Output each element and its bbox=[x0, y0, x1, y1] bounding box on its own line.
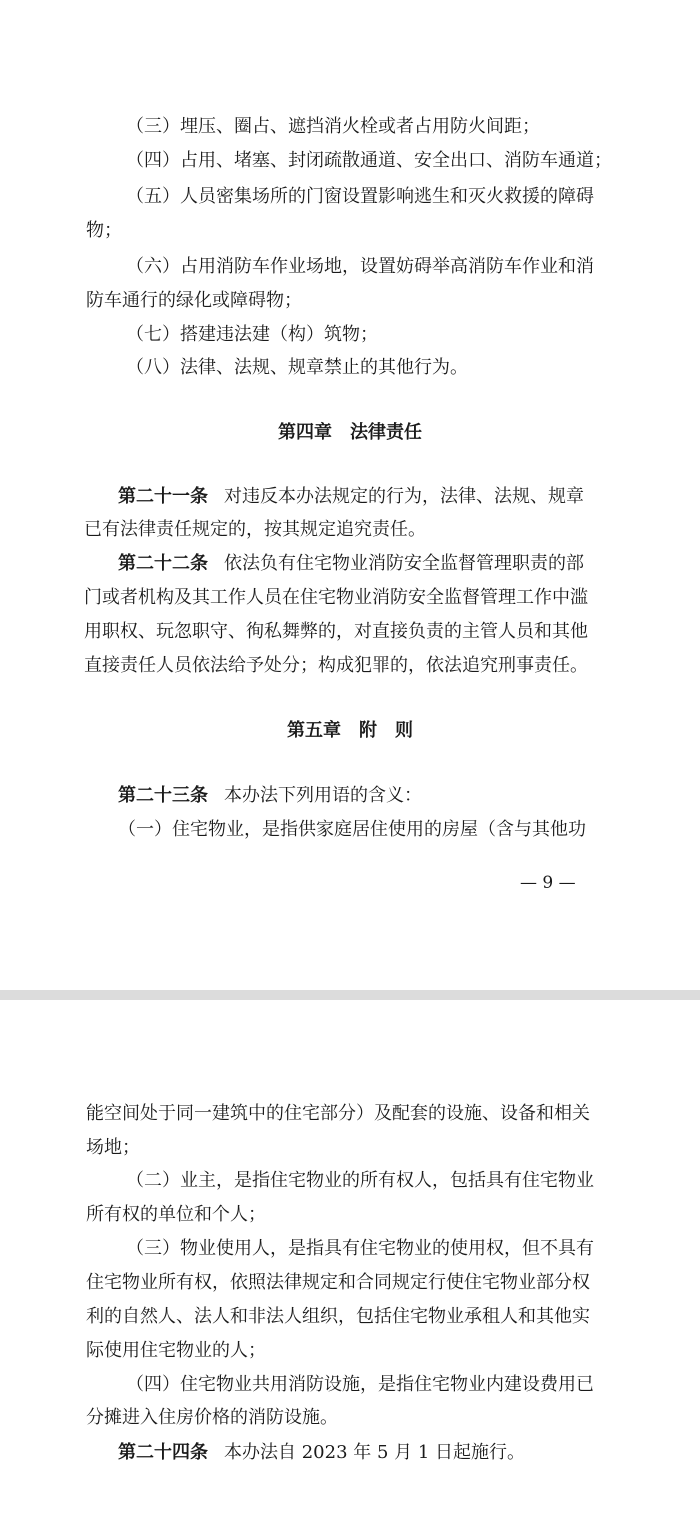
item-1-line-3: 场地； bbox=[86, 1137, 140, 1158]
article-23-label: 第二十三条 bbox=[118, 785, 208, 806]
item-2-line-1: （二）业主，是指住宅物业的所有权人，包括具有住宅物业 bbox=[126, 1170, 594, 1191]
item-7: （七）搭建违法建（构）筑物； bbox=[126, 324, 378, 345]
item-6-line-2: 防车通行的绿化或障碍物； bbox=[86, 290, 302, 311]
article-23-line-1 bbox=[0, 783, 700, 809]
chapter-4-title: 第四章 法律责任 bbox=[278, 422, 422, 443]
article-23-item-1-line-1: （一）住宅物业，是指供家庭居住使用的房屋（含与其他功 bbox=[118, 819, 586, 840]
document-page-10 bbox=[0, 1000, 700, 1516]
article-22-line-3: 用职权、玩忽职守、徇私舞弊的，对直接负责的主管人员和其他 bbox=[84, 621, 588, 642]
article-24-label: 第二十四条 bbox=[118, 1442, 208, 1463]
item-1-line-2: 能空间处于同一建筑中的住宅部分）及配套的设施、设备和相关 bbox=[86, 1103, 590, 1124]
item-2-line-2: 所有权的单位和个人； bbox=[86, 1204, 266, 1225]
item-5-line-1: （五）人员密集场所的门窗设置影响逃生和灭火救援的障碍 bbox=[126, 186, 594, 207]
chapter-5-title: 第五章 附 则 bbox=[287, 720, 413, 741]
article-21-line-2: 已有法律责任规定的，按其规定追究责任。 bbox=[84, 519, 426, 540]
item-4-line-1: （四）住宅物业共用消防设施，是指住宅物业内建设费用已 bbox=[126, 1374, 594, 1395]
item-8: （八）法律、法规、规章禁止的其他行为。 bbox=[126, 357, 468, 378]
item-3-line-4: 际使用住宅物业的人； bbox=[86, 1340, 266, 1361]
article-22-text: 依法负有住宅物业消防安全监督管理职责的部 bbox=[224, 553, 584, 574]
item-5-line-2: 物； bbox=[86, 220, 122, 241]
item-3-line-3: 利的自然人、法人和非法人组织，包括住宅物业承租人和其他实 bbox=[86, 1306, 590, 1327]
article-22-line-2: 门或者机构及其工作人员在住宅物业消防安全监督管理工作中滥 bbox=[84, 587, 588, 608]
item-4: （四）占用、堵塞、封闭疏散通道、安全出口、消防车通道； bbox=[126, 150, 612, 171]
article-21-label: 第二十一条 bbox=[118, 486, 208, 507]
article-24-text: 本办法自 2023 年 5 月 1 日起施行。 bbox=[224, 1442, 526, 1463]
item-3-line-2: 住宅物业所有权，依照法律规定和合同规定行使住宅物业部分权 bbox=[86, 1272, 590, 1293]
page-separator bbox=[0, 990, 700, 1000]
article-24 bbox=[0, 1440, 700, 1466]
article-22-line-4: 直接责任人员依法给予处分；构成犯罪的，依法追究刑事责任。 bbox=[84, 655, 588, 676]
article-21-line-1 bbox=[0, 484, 700, 510]
item-6-line-1: （六）占用消防车作业场地，设置妨碍举高消防车作业和消 bbox=[126, 256, 594, 277]
item-4-line-2: 分摊进入住房价格的消防设施。 bbox=[86, 1407, 338, 1428]
article-21-text: 对违反本办法规定的行为，法律、法规、规章 bbox=[224, 486, 584, 507]
article-23-text: 本办法下列用语的含义： bbox=[224, 785, 422, 806]
item-3: （三）埋压、圈占、遮挡消火栓或者占用防火间距； bbox=[126, 116, 540, 137]
page-number: — 9 — bbox=[520, 873, 576, 893]
article-22-line-1 bbox=[0, 551, 700, 577]
article-22-label: 第二十二条 bbox=[118, 553, 208, 574]
item-3-line-1: （三）物业使用人，是指具有住宅物业的使用权，但不具有 bbox=[126, 1238, 594, 1259]
